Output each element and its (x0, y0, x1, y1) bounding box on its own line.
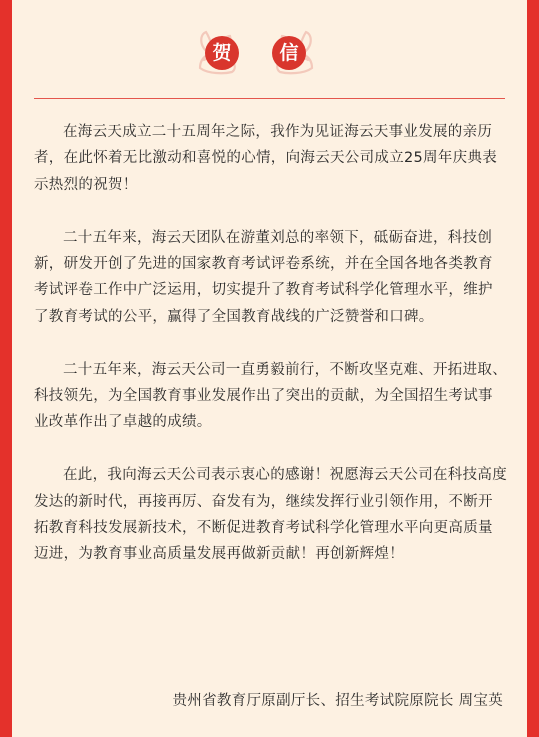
title-char-xin: 信 (272, 36, 306, 70)
paragraph: 二十五年来，海云天团队在游董刘总的率领下，砥砺奋进，科技创新，研发开创了先进的国家教育考试评卷系统，并在全国各地各类教育考试评卷工作中广泛运用，切实提升了教育考试科学化管理水平，维护了教育考试的公平，赢得了全国教育战线的广泛赞誉和口碑。 (34, 229, 493, 325)
signature: 贵州省教育厅原副厅长、招生考试院原院长 周宝英 (172, 693, 503, 709)
paragraph: 二十五年来，海云天公司一直勇毅前行，不断攻坚克难、开拓进取、科技领先，为全国教育事业发展作出了突出的贡献，为全国招生考试事业改革作出了卓越的成绩。 (34, 361, 507, 431)
letter-card (12, 0, 527, 737)
paragraph: 在海云天成立二十五周年之际，我作为见证海云天事业发展的亲历者，在此怀着无比激动和喜悦的心情，向海云天公司成立25周年庆典表示热烈的祝贺！ (34, 124, 498, 193)
letter-body (34, 119, 507, 594)
paragraph: 在此，我向海云天公司表示衷心的感谢！祝愿海云天公司在科技高度发达的新时代，再接再厉、奋发有为，继续发挥行业引领作用，不断开拓教育科技发展新技术，不断促进教育考试科学化管理水平向更高质量迈进，为教育事业高质量发展再做新贡献！再创新辉煌！ (34, 467, 507, 563)
title-row (12, 28, 527, 78)
divider-line (34, 98, 505, 99)
title-char-he: 贺 (205, 36, 239, 70)
